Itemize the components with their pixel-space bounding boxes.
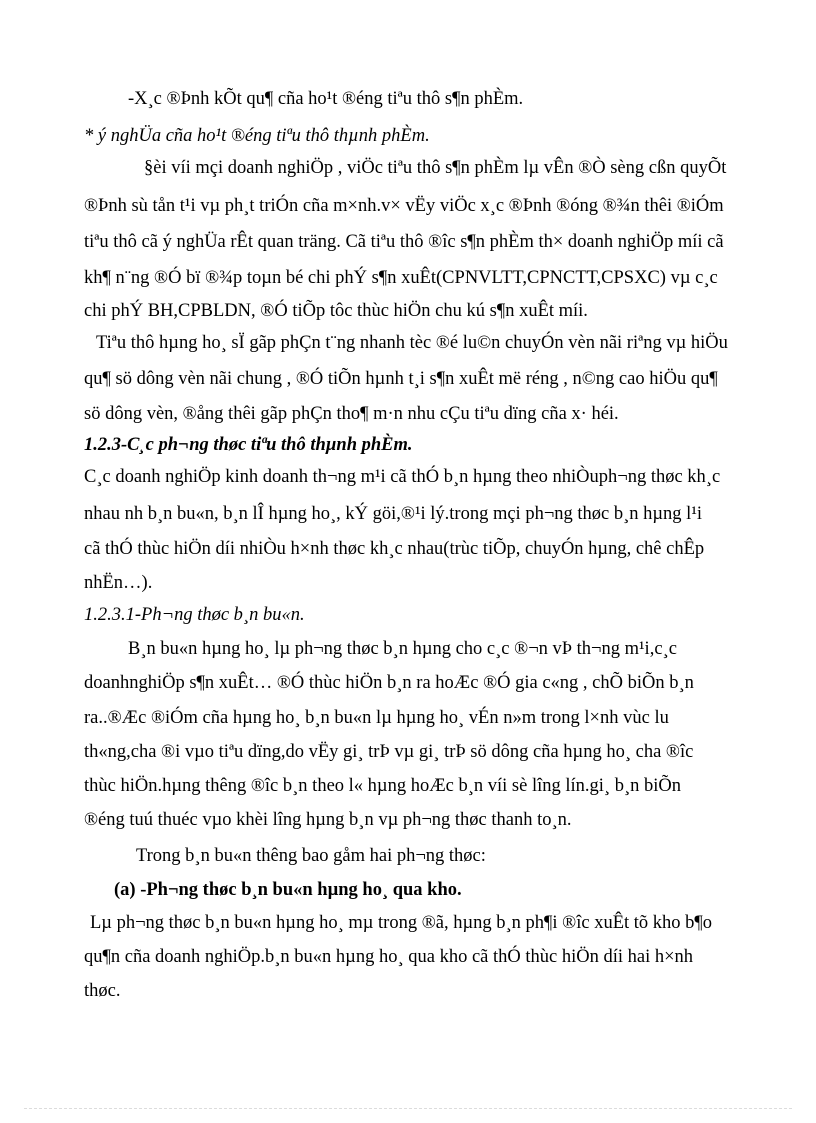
- text-line: nhËn…).: [84, 573, 153, 593]
- text-line: §èi víi mçi doanh nghiÖp , viÖc tiªu thô s¶n phÈm lµ vÊn ®Ò sèng cßn quyÕt: [144, 158, 727, 178]
- text-line-italic-heading: * ý nghÜa cña ho¹t ®éng tiªu thô thµnh phÈm.: [84, 126, 430, 146]
- subsection-heading: 1.2.3.1-Ph¬ng thøc b¸n bu«n.: [84, 605, 305, 625]
- text-line: thùc hiÖn.hµng thêng ®îc b¸n theo l« hµng hoÆc b¸n víi sè lîng lín.gi¸ b¸n biÕn: [84, 776, 681, 796]
- text-line: cã thÓ thùc hiÖn díi nhiÒu h×nh thøc kh¸c nhau(trùc tiÕp, chuyÓn hµng, chê chÊp: [84, 539, 705, 559]
- text-line: Tiªu thô hµng ho¸ sÏ gãp phÇn t¨ng nhanh tèc ®é lu©n chuyÓn vèn nãi riªng vµ hiÖu: [96, 333, 728, 353]
- item-heading: (a) -Ph¬ng thøc b¸n bu«n hµng ho¸ qua kho.: [114, 880, 462, 900]
- text-line: ®Þnh sù tån t¹i vµ ph¸t triÓn cña m×nh.v× vËy viÖc x¸c ®Þnh ®óng ®¾n thêi ®iÓm: [84, 196, 724, 216]
- page-bottom-divider: [24, 1108, 792, 1109]
- text-line: ®éng tuú thuéc vµo khèi lîng hµng b¸n vµ ph¬ng thøc thanh to¸n.: [84, 810, 572, 830]
- text-line: qu¶ sö dông vèn nãi chung , ®Ó tiÕn hµnh t¸i s¶n xuÊt më réng , n©ng cao hiÖu qu¶: [84, 369, 718, 389]
- text-line: thøc.: [84, 981, 121, 1001]
- text-line: Trong b¸n bu«n thêng bao gåm hai ph¬ng thøc:: [136, 846, 486, 866]
- text-line: C¸c doanh nghiÖp kinh doanh th¬ng m¹i cã thÓ b¸n hµng theo nhiÒuph¬ng thøc kh¸c: [84, 467, 721, 487]
- text-line: doanhnghiÖp s¶n xuÊt… ®Ó thùc hiÖn b¸n ra hoÆc ®Ó gia c«ng , chÕ biÕn b¸n: [84, 673, 694, 693]
- text-line: sö dông vèn, ®ång thêi gãp phÇn tho¶ m·n nhu cÇu tiªu dïng cña x· héi.: [84, 404, 619, 424]
- text-line: ra..®Æc ®iÓm cña hµng ho¸ b¸n bu«n lµ hµng ho¸ vÉn n»m trong l×nh vùc lu: [84, 708, 669, 728]
- text-line: th«ng,cha ®i vµo tiªu dïng,do vËy gi¸ trÞ vµ gi¸ trÞ sö dông cña hµng ho¸ cha ®îc: [84, 742, 694, 762]
- section-heading: 1.2.3-C¸c ph¬ng thøc tiªu thô thµnh phÈm.: [84, 435, 413, 455]
- text-line: B¸n bu«n hµng ho¸ lµ ph¬ng thøc b¸n hµng cho c¸c ®¬n vÞ th¬ng m¹i,c¸c: [128, 639, 677, 659]
- text-line: qu¶n cña doanh nghiÖp.b¸n bu«n hµng ho¸ qua kho cã thÓ thùc hiÖn díi hai h×nh: [84, 947, 694, 967]
- text-line: -X¸c ®Þnh kÕt qu¶ cña ho¹t ®éng tiªu thô s¶n phÈm.: [128, 89, 524, 109]
- text-line: tiªu thô cã ý nghÜa rÊt quan träng. Cã tiªu thô ®îc s¶n phÈm th× doanh nghiÖp míi cã: [84, 232, 724, 252]
- text-line: chi phÝ BH,CPBLDN, ®Ó tiÕp tôc thùc hiÖn chu kú s¶n xuÊt míi.: [84, 301, 588, 321]
- text-line: kh¶ n¨ng ®Ó bï ®¾p toµn bé chi phÝ s¶n xuÊt(CPNVLTT,CPNCTT,CPSXC) vµ c¸c: [84, 268, 718, 288]
- text-line: nhau nh b¸n bu«n, b¸n lÎ hµng ho¸, kÝ göi,®¹i lý.trong mçi ph¬ng thøc b¸n hµng l¹i: [84, 504, 703, 524]
- text-line: Lµ ph¬ng thøc b¸n bu«n hµng ho¸ mµ trong ®ã, hµng b¸n ph¶i ®îc xuÊt tõ kho b¶o: [90, 913, 713, 933]
